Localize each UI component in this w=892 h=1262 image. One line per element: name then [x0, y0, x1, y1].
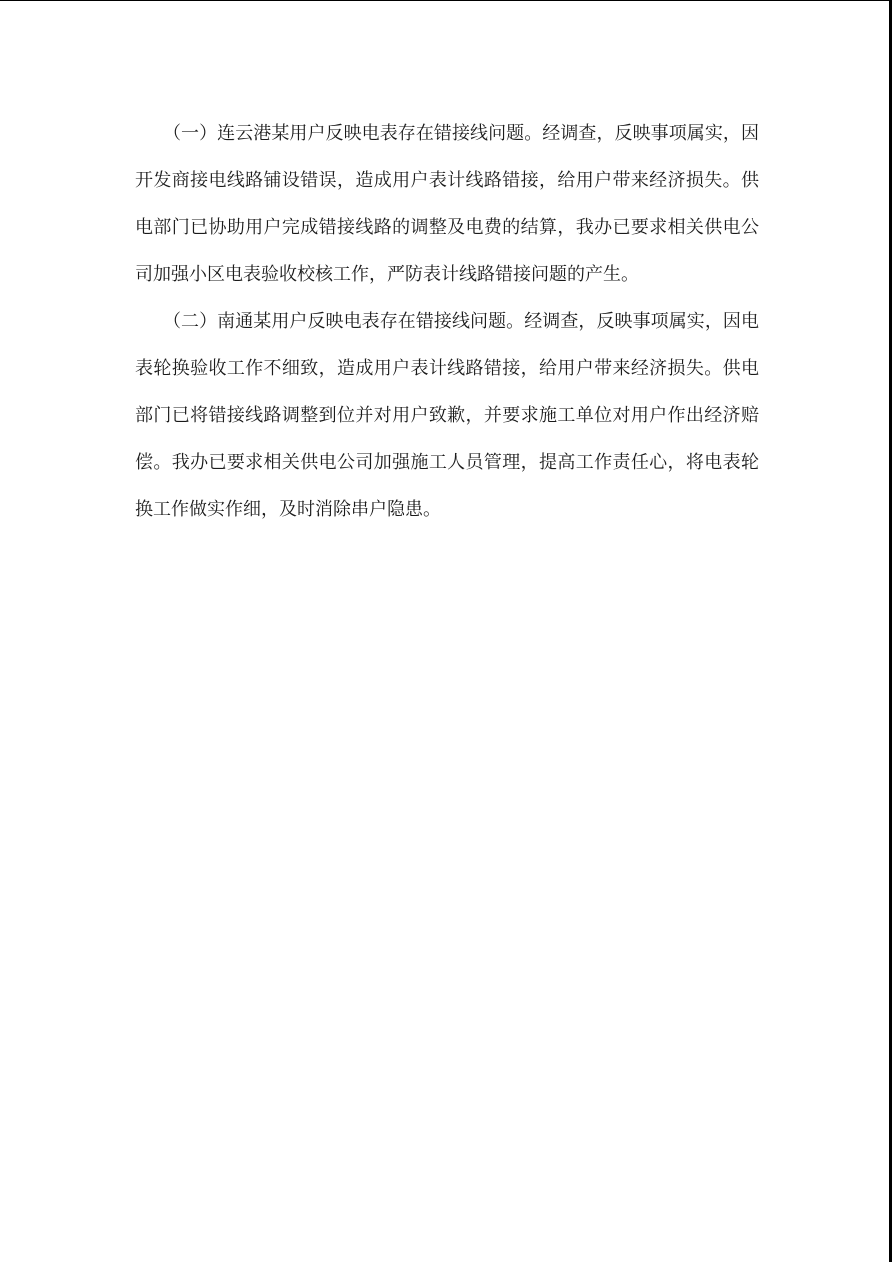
- document-body: [135, 110, 759, 533]
- paragraph-lianyungang: （一）连云港某用户反映电表存在错接线问题。经调查，反映事项属实，因开发商接电线路铺设错误，造成用户表计线路错接，给用户带来经济损失。供电部门已协助用户完成错接线路的调整及电费的结算，我办已要求相关供电公司加强小区电表验收校核工作，严防表计线路错接问题的产生。: [135, 123, 759, 285]
- paragraph-nantong: （二）南通某用户反映电表存在错接线问题。经调查，反映事项属实，因电表轮换验收工作不细致，造成用户表计线路错接，给用户带来经济损失。供电部门已将错接线路调整到位并对用户致歉，并要求施工单位对用户作出经济赔偿。我办已要求相关供电公司加强施工人员管理，提高工作责任心，将电表轮换工作做实作细，及时消除串户隐患。: [135, 311, 759, 520]
